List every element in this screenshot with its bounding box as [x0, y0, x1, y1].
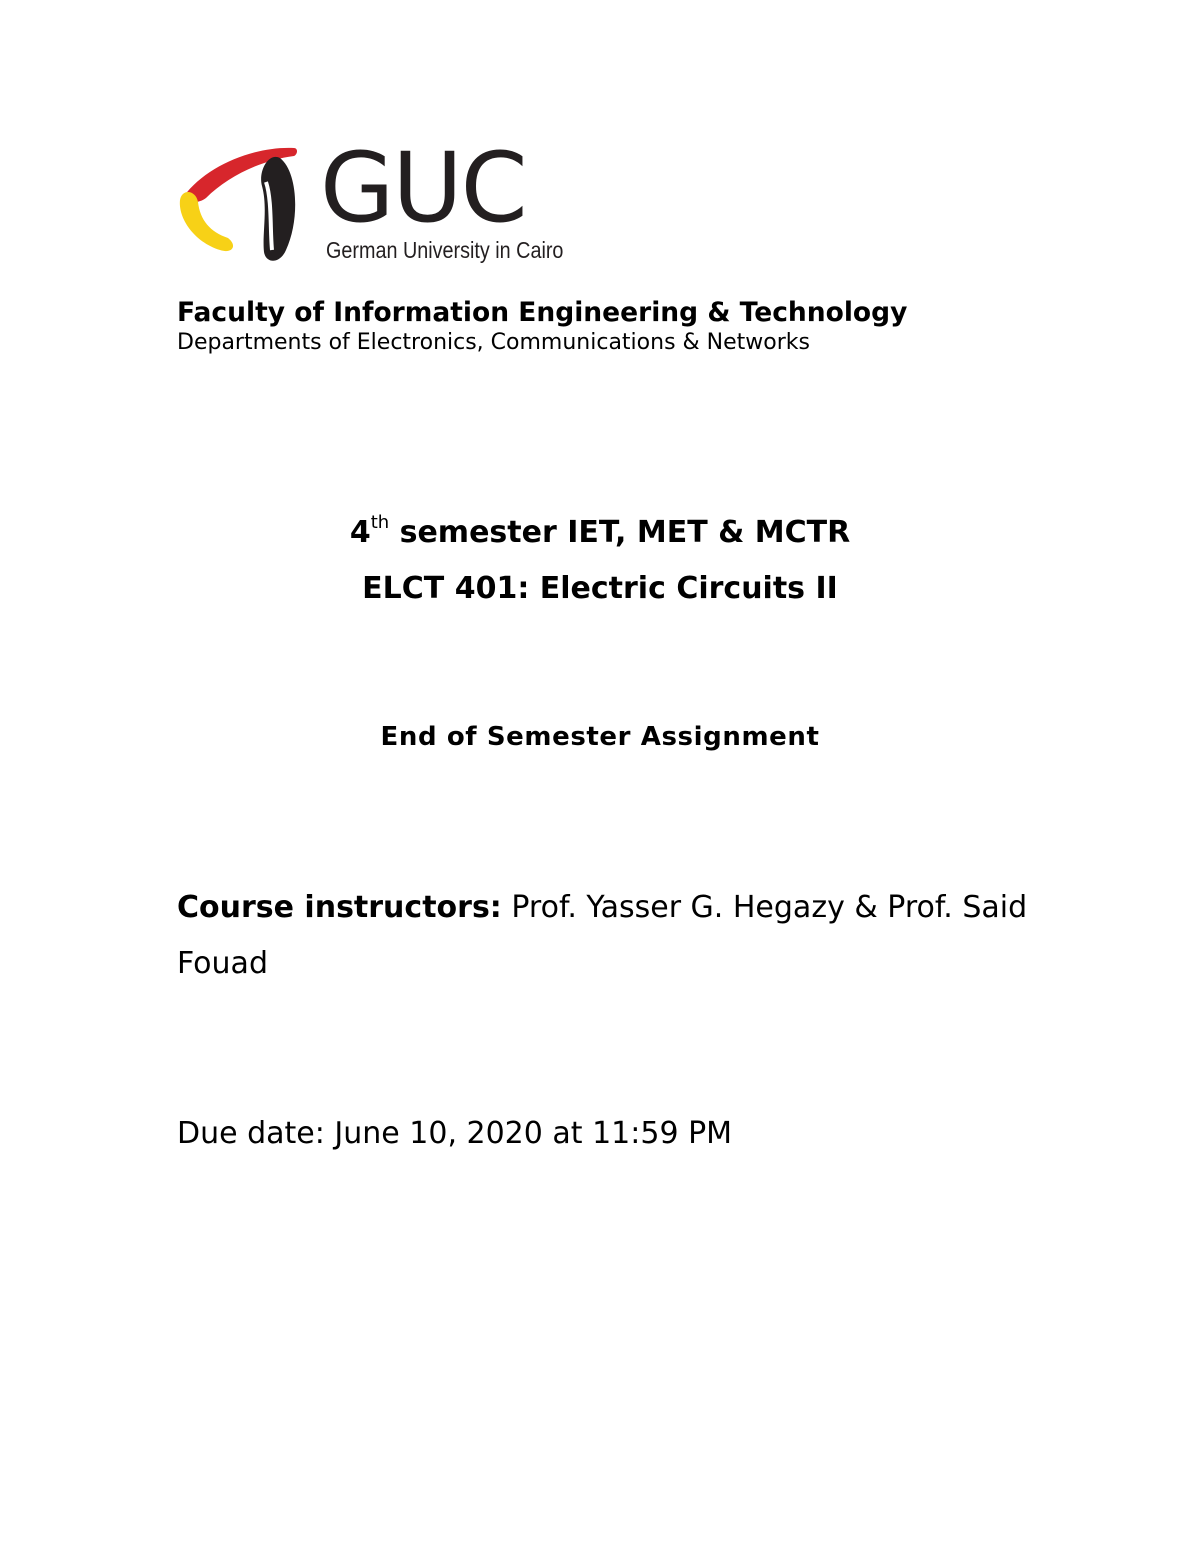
instructors-names: Prof. Yasser G. Hegazy & Prof. Said Fouad	[177, 890, 1028, 981]
instructors-label: Course instructors:	[177, 890, 502, 925]
course-instructors	[177, 880, 1077, 992]
due-date: Due date: June 10, 2020 at 11:59 PM	[177, 1116, 733, 1151]
guc-logo	[176, 132, 568, 270]
semester-line	[0, 512, 1200, 558]
logo-subtitle: German University in Cairo	[326, 237, 564, 263]
faculty-title: Faculty of Information Engineering & Technology	[177, 297, 908, 328]
semester-rest: semester IET, MET & MCTR	[389, 515, 851, 550]
course-title: ELCT 401: Electric Circuits II	[362, 571, 838, 606]
logo-wordmark: GUC	[320, 132, 526, 244]
semester-number: 4	[349, 515, 371, 550]
assignment-title: End of Semester Assignment	[380, 722, 820, 752]
guc-emblem-icon	[176, 138, 316, 270]
department-title: Departments of Electronics, Communications & Networks	[177, 330, 810, 355]
semester-suffix: th	[370, 512, 390, 533]
